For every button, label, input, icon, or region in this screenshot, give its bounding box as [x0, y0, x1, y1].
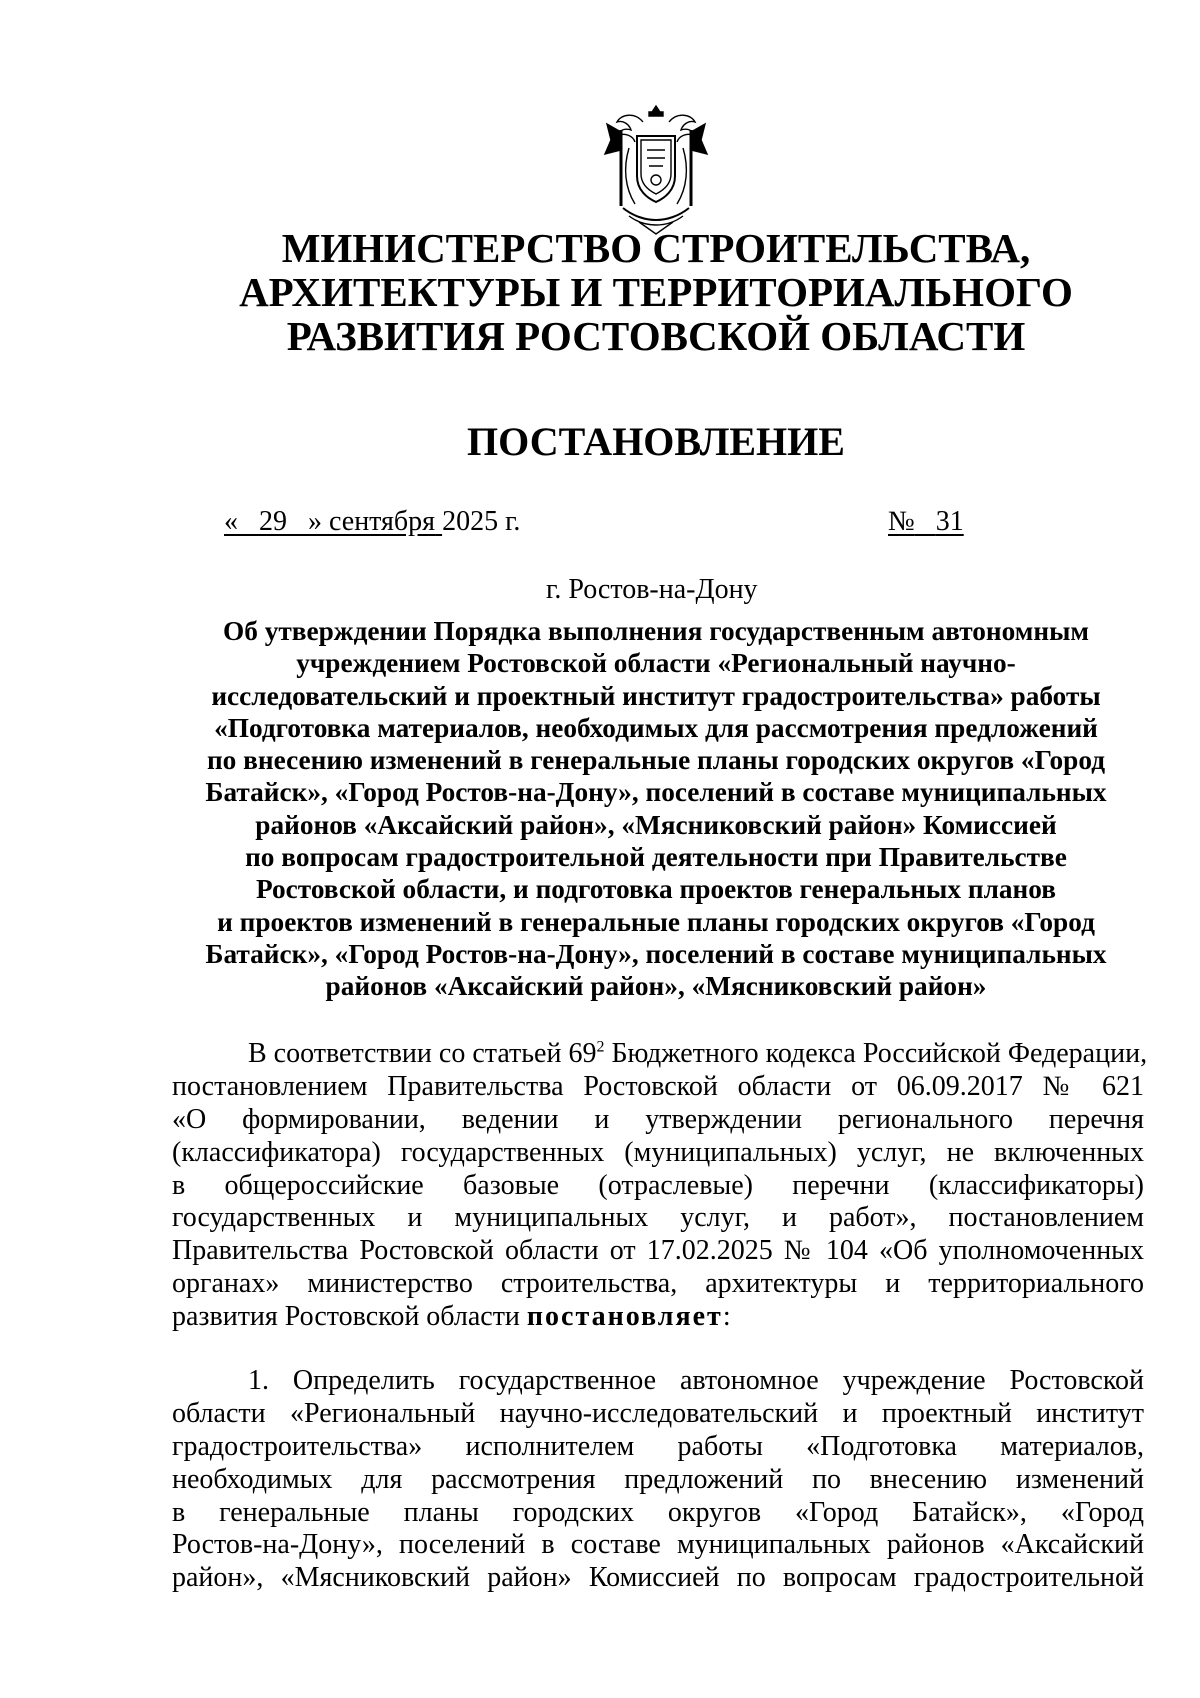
document-type: ПОСТАНОВЛЕНИЕ: [467, 419, 845, 464]
paragraph-line: в генеральные планы городских округов «Город Батайск», «Город: [172, 1496, 1144, 1528]
subject-line: учреждением Ростовской области «Региональный научно-: [296, 648, 1016, 679]
document-subject: [150, 615, 1162, 1003]
document-date: [224, 505, 520, 539]
paragraph-line: области «Региональный научно-исследовательский и проектный институт: [172, 1397, 1144, 1429]
paragraph-line: (классификатора) государственных (муниципальных) услуг, не включенных: [172, 1136, 1144, 1168]
date-day: 29: [259, 506, 287, 537]
subject-line: и проектов изменений в генеральные планы городских округов «Город: [217, 906, 1095, 937]
paragraph-line: Ростов-на-Дону», поселений в составе муниципальных районов «Аксайский: [172, 1529, 1144, 1561]
subject-line: Батайск», «Город Ростов-на-Дону», поселений в составе муниципальных: [205, 777, 1107, 808]
subject-line: районов «Аксайский район», «Мясниковский район»: [325, 971, 987, 1002]
date-open-quote: «: [224, 506, 238, 537]
paragraph-line: органах» министерство строительства, архитектуры и территориального: [172, 1268, 1144, 1300]
preamble-text: Бюджетного кодекса Российской Федерации,: [604, 1038, 1148, 1069]
subject-line: исследовательский и проектный институт градостроительства» работы: [211, 680, 1101, 711]
number-value: 31: [935, 506, 964, 537]
paragraph-line: [172, 1038, 1148, 1071]
organization-name: [200, 226, 1112, 358]
paragraph-line: район», «Мясниковский район» Комиссией по вопросам градостроительной: [172, 1562, 1144, 1594]
article-superscript: 2: [596, 1038, 605, 1056]
paragraph-line: [172, 1301, 1144, 1334]
date-month: сентября: [329, 506, 436, 537]
paragraph-line: «О формировании, ведении и утверждении регионального перечня: [172, 1103, 1144, 1135]
date-close-quote: »: [308, 506, 322, 537]
city: г. Ростов-на-Дону: [546, 574, 758, 605]
org-line: МИНИСТЕРСТВО СТРОИТЕЛЬСТВА,: [281, 225, 1031, 271]
preamble-text: :: [722, 1301, 731, 1333]
preamble-paragraph: [172, 1038, 1148, 1334]
preamble-text: развития Ростовской области: [172, 1301, 527, 1333]
paragraph-line: 1. Определить государственное автономное учреждение Ростовской: [248, 1365, 1144, 1396]
resolves-word: постановляет: [526, 1301, 723, 1333]
coat-of-arms-icon: [599, 100, 713, 238]
org-line: РАЗВИТИЯ РОСТОВСКОЙ ОБЛАСТИ: [286, 313, 1026, 359]
subject-line: по внесению изменений в генеральные планы городских округов «Город: [206, 745, 1106, 776]
preamble-text: В соответствии со статьей 69: [248, 1038, 597, 1069]
date-year: 2025 г.: [442, 506, 521, 537]
subject-line: «Подготовка материалов, необходимых для рассмотрения предложений: [214, 712, 1098, 743]
paragraph-line: в общероссийские базовые (отраслевые) перечни (классификаторы): [172, 1169, 1144, 1201]
subject-line: районов «Аксайский район», «Мясниковский район» Комиссией: [255, 809, 1057, 840]
paragraph-line: Правительства Ростовской области от 17.02.2025 № 104 «Об уполномоченных: [172, 1235, 1144, 1267]
paragraph-line: необходимых для рассмотрения предложений по внесению изменений: [172, 1463, 1144, 1495]
number-sign: №: [888, 506, 915, 537]
item-1-paragraph: [172, 1365, 1144, 1595]
subject-line: Батайск», «Город Ростов-на-Дону», поселений в составе муниципальных: [205, 938, 1107, 969]
org-line: АРХИТЕКТУРЫ И ТЕРРИТОРИАЛЬНОГО: [239, 269, 1073, 315]
subject-line: Ростовской области, и подготовка проектов генеральных планов: [256, 874, 1056, 905]
paragraph-line: градостроительства» исполнителем работы «Подготовка материалов,: [172, 1430, 1144, 1462]
paragraph-line: постановлением Правительства Ростовской области от 06.09.2017 № 621: [172, 1070, 1144, 1102]
paragraph-line: государственных и муниципальных услуг, и работ», постановлением: [172, 1202, 1144, 1234]
subject-line: Об утверждении Порядка выполнения государственным автономным: [223, 616, 1089, 646]
document-number: [888, 505, 964, 539]
subject-line: по вопросам градостроительной деятельности при Правительстве: [245, 842, 1067, 873]
